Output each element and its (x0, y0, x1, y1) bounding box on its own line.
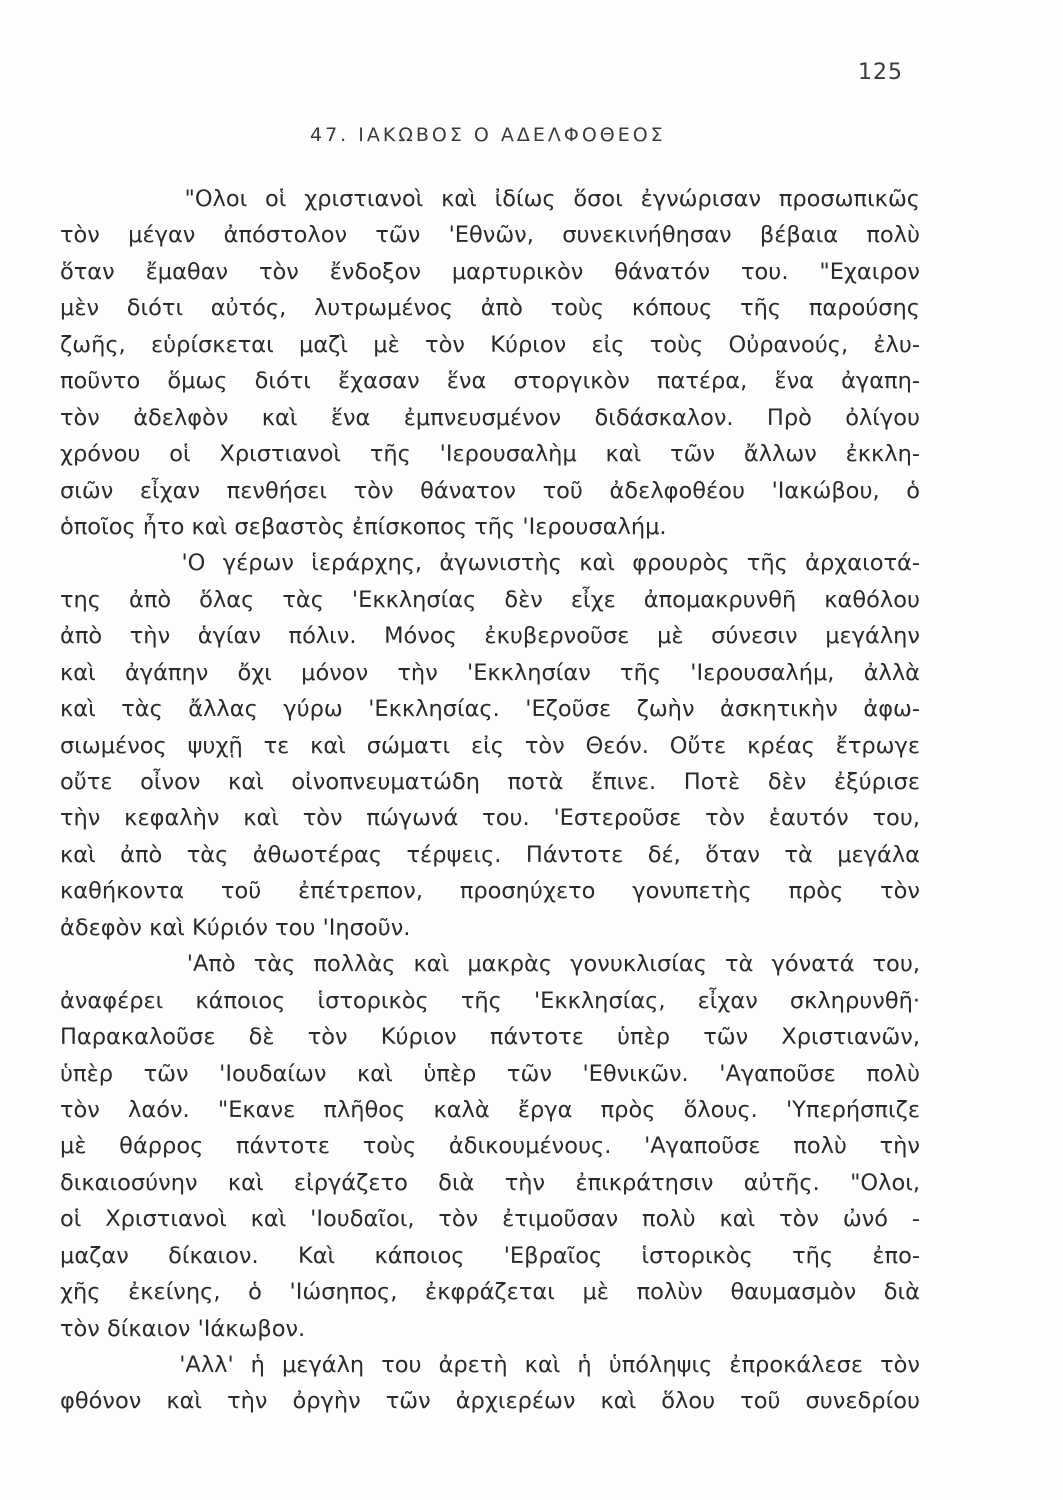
text-line: ζωῆς, εὑρίσκεται μαζὶ μὲ τὸν Κύριον εἰς τοὺς Οὐρανούς, ἐλυ- (60, 331, 920, 358)
text-line: χρόνου οἱ Χριστιανοὶ τῆς 'Ιερουσαλὴμ καὶ τῶν ἄλλων ἐκκλη- (60, 441, 920, 468)
text-line: 'Αλλ' ἡ μεγάλη του ἀρετὴ καὶ ἡ ὑπόληψις ἐπροκάλεσε τὸν (60, 1352, 920, 1378)
text-line: μὲν διότι αὐτός, λυτρωμένος ἀπὸ τοὺς κόπους τῆς παρούσης (60, 295, 920, 322)
text-line: "Ολοι οἱ χριστιανοὶ καὶ ἰδίως ὅσοι ἐγνώρισαν προσωπικῶς (60, 186, 920, 212)
text-line: οὔτε οἶνον καὶ οἰνοπνευματώδη ποτὰ ἔπινε. Ποτὲ δὲν ἐξύρισε (60, 769, 920, 795)
text-line: ἀναφέρει κάποιος ἱστορικὸς τῆς 'Εκκλησίας, εἶχαν σκληρυνθῆ· (60, 987, 920, 1014)
text-line: 'Ο γέρων ἱεράρχης, ἀγωνιστὴς καὶ φρουρὸς τῆς ἀρχαιοτά- (60, 550, 920, 577)
text-line: καὶ ἀγάπην ὄχι μόνον τὴν 'Εκκλησίαν τῆς 'Ιερουσαλήμ, ἀλλὰ (60, 659, 920, 686)
text-line: τὸν δίκαιον 'Ιάκωβον. (60, 1315, 306, 1342)
text-line: τὸν μέγαν ἀπόστολον τῶν 'Εθνῶν, συνεκινήθησαν βέβαια πολὺ (60, 222, 920, 249)
chapter-heading: 47. ΙΑΚΩΒΟΣ Ο ΑΔΕΛΦΟΘΕΟΣ (310, 124, 666, 146)
body-text (60, 181, 920, 1420)
text-line: ὁποῖος ἦτο καὶ σεβαστὸς ἐπίσκοπος τῆς 'Ιερουσαλήμ. (60, 513, 667, 540)
page-number: 125 (858, 60, 903, 85)
text-line: σιῶν εἶχαν πενθήσει τὸν θάνατον τοῦ ἀδελφοθέου 'Ιακώβου, ὁ (60, 477, 920, 504)
text-line: τὴν κεφαλὴν καὶ τὸν πώγωνά του. 'Εστεροῦσε τὸν ἑαυτόν του, (60, 805, 920, 832)
text-line: τὸν ἀδελφὸν καὶ ἕνα ἐμπνευσμένον διδάσκαλον. Πρὸ ὀλίγου (60, 404, 920, 431)
text-line: μαζαν δίκαιον. Καὶ κάποιος 'Εβραῖος ἱστορικὸς τῆς ἐπο- (60, 1242, 920, 1269)
text-line: ποῦντο ὅμως διότι ἔχασαν ἕνα στοργικὸν πατέρα, ἕνα ἀγαπη- (60, 368, 920, 395)
text-line: οἱ Χριστιανοὶ καὶ 'Ιουδαῖοι, τὸν ἐτιμοῦσαν πολὺ καὶ τὸν ὠνό - (60, 1206, 920, 1233)
text-line: φθόνον καὶ τὴν ὀργὴν τῶν ἀρχιερέων καὶ ὅλου τοῦ συνεδρίου (60, 1388, 920, 1415)
text-line: καθήκοντα τοῦ ἐπέτρεπον, προσηύχετο γονυπετὴς πρὸς τὸν (60, 878, 920, 905)
text-line: ὑπὲρ τῶν 'Ιουδαίων καὶ ὑπὲρ τῶν 'Εθνικῶν. 'Αγαποῦσε πολὺ (60, 1060, 920, 1087)
text-line: τὸν λαόν. "Εκανε πλῆθος καλὰ ἔργα πρὸς ὅλους. 'Υπερήσπιζε (60, 1096, 920, 1123)
text-line: καὶ ἀπὸ τὰς ἀθωοτέρας τέρψεις. Πάντοτε δέ, ὅταν τὰ μεγάλα (60, 841, 920, 868)
text-line: καὶ τὰς ἄλλας γύρω 'Εκκλησίας. 'Εζοῦσε ζωὴν ἀσκητικὴν ἀφω- (60, 696, 920, 723)
text-line: ὅταν ἔμαθαν τὸν ἔνδοξον μαρτυρικὸν θάνατόν του. "Εχαιρον (60, 258, 920, 285)
text-line: της ἀπὸ ὅλας τὰς 'Εκκλησίας δὲν εἶχε ἀπομακρυνθῆ καθόλου (60, 586, 920, 613)
text-line: σιωμένος ψυχῇ τε καὶ σώματι εἰς τὸν Θεόν. Οὔτε κρέας ἔτρωγε (60, 732, 920, 759)
text-line: ἀδεφὸν καὶ Κύριόν του 'Ιησοῦν. (60, 914, 411, 941)
text-line: ἀπὸ τὴν ἁγίαν πόλιν. Μόνος ἐκυβερνοῦσε μὲ σύνεσιν μεγάλην (60, 623, 920, 650)
text-line: δικαιοσύνην καὶ εἰργάζετο διὰ τὴν ἐπικράτησιν αὐτῆς. "Ολοι, (60, 1169, 920, 1196)
text-line: 'Απὸ τὰς πολλὰς καὶ μακρὰς γονυκλισίας τὰ γόνατά του, (60, 951, 920, 978)
text-line: Παρακαλοῦσε δὲ τὸν Κύριον πάντοτε ὑπὲρ τῶν Χριστιανῶν, (60, 1024, 920, 1051)
text-line: χῆς ἐκείνης, ὁ 'Ιώσηπος, ἐκφράζεται μὲ πολὺν θαυμασμὸν διὰ (60, 1279, 920, 1306)
text-line: μὲ θάρρος πάντοτε τοὺς ἀδικουμένους. 'Αγαποῦσε πολὺ τὴν (60, 1133, 920, 1160)
